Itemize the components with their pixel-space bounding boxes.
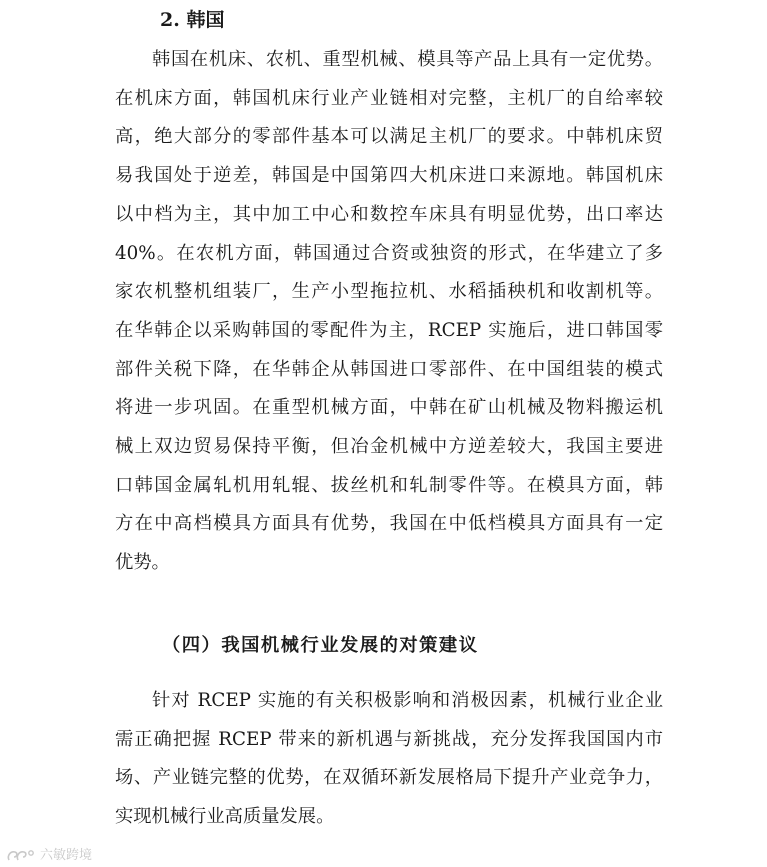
paragraph-line: 高，绝大部分的零部件基本可以满足主机厂的要求。中韩机床贸	[115, 126, 663, 148]
paragraph-line: 方在中高档模具方面具有优势，我国在中低档模具方面具有一定	[115, 513, 663, 535]
watermark	[6, 847, 92, 865]
paragraph-line: 以中档为主，其中加工中心和数控车床具有明显优势，出口率达	[115, 203, 663, 225]
paragraph-line: 韩国在机床、农机、重型机械、模具等产品上具有一定优势。	[152, 49, 663, 70]
paragraph-line: 部件关税下降，在华韩企从韩国进口零部件、在中国组装的模式	[115, 358, 663, 380]
paragraph-line: 在机床方面，韩国机床行业产业链相对完整，主机厂的自给率较	[115, 87, 663, 109]
paragraph-line: 优势。	[115, 552, 170, 574]
paragraph-line: 针对 RCEP 实施的有关积极影响和消极因素，机械行业企业	[152, 690, 663, 711]
paragraph-line: 械上双边贸易保持平衡，但冶金机械中方逆差较大，我国主要进	[115, 436, 663, 458]
korea-paragraph	[115, 41, 663, 583]
section-subheading-korea: 2. 韩国	[160, 9, 225, 31]
paragraph-line: 实现机械行业高质量发展。	[115, 806, 335, 828]
section-heading-suggestions: （四）我国机械行业发展的对策建议	[162, 635, 479, 656]
paragraph-line: 易我国处于逆差，韩国是中国第四大机床进口来源地。韩国机床	[115, 165, 663, 187]
paragraph-line: 口韩国金属轧机用轧辊、拔丝机和轧制零件等。在模具方面，韩	[115, 474, 663, 496]
paragraph-line: 需正确把握 RCEP 带来的新机遇与新挑战，充分发挥我国国内市	[115, 728, 663, 750]
brand-logo-icon	[6, 848, 36, 864]
paragraph-line: 场、产业链完整的优势，在双循环新发展格局下提升产业竞争力，	[115, 767, 663, 789]
paragraph-line: 在华韩企以采购韩国的零配件为主，RCEP 实施后，进口韩国零	[115, 319, 663, 341]
suggestions-paragraph	[115, 682, 663, 837]
paragraph-line: 将进一步巩固。在重型机械方面，中韩在矿山机械及物料搬运机	[115, 397, 663, 419]
paragraph-line: 家农机整机组装厂，生产小型拖拉机、水稻插秧机和收割机等。	[115, 281, 663, 303]
paragraph-line: 40%。在农机方面，韩国通过合资或独资的形式，在华建立了多	[115, 242, 663, 264]
watermark-text: 六敏跨境	[40, 848, 93, 863]
